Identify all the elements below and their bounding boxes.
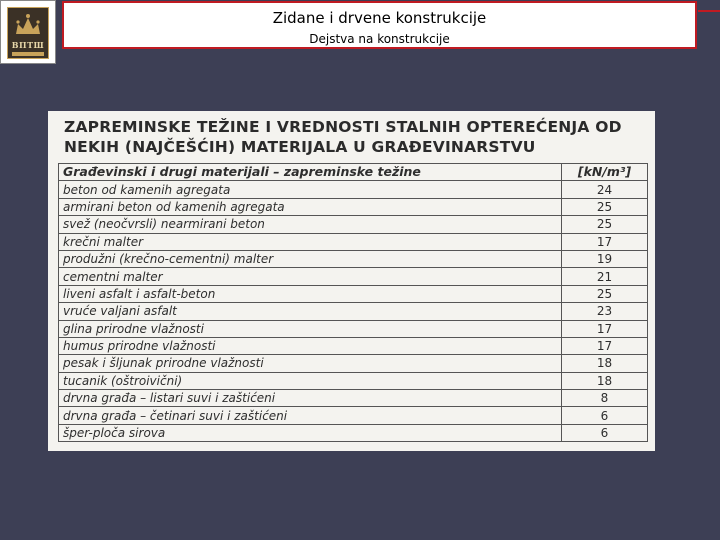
material-name: liveni asfalt i asfalt-beton	[59, 285, 562, 302]
material-name: drvna građa – četinari suvi i zaštićeni	[59, 407, 562, 424]
document-title	[64, 117, 649, 157]
material-name: krečni malter	[59, 233, 562, 250]
table-row	[59, 303, 648, 320]
column-header-material: Građevinski i drugi materijali – zapreminske težine	[59, 164, 562, 181]
material-name: pesak i šljunak prirodne vlažnosti	[59, 355, 562, 372]
logo	[0, 0, 56, 64]
material-name: armirani beton od kamenih agregata	[59, 198, 562, 215]
material-weight: 25	[562, 198, 648, 215]
material-name: beton od kamenih agregata	[59, 181, 562, 198]
table-row	[59, 216, 648, 233]
table-row	[59, 407, 648, 424]
table-row	[59, 337, 648, 354]
material-weight: 18	[562, 355, 648, 372]
material-weight: 8	[562, 390, 648, 407]
table-row	[59, 285, 648, 302]
document-title-line-1: ZAPREMINSKE TEŽINE I VREDNOSTI STALNIH OPTEREĆENJA OD	[64, 118, 622, 136]
logo-text: ВПТШ	[11, 40, 45, 50]
material-weight: 21	[562, 268, 648, 285]
material-name: drvna građa – listari suvi i zaštićeni	[59, 390, 562, 407]
material-name: svež (neočvrsli) nearmirani beton	[59, 216, 562, 233]
slide-header	[62, 1, 697, 49]
column-header-unit: [kN/m³]	[562, 164, 648, 181]
header-rule	[698, 10, 720, 12]
material-weight: 23	[562, 303, 648, 320]
material-weight: 25	[562, 285, 648, 302]
table-row	[59, 390, 648, 407]
material-weight: 6	[562, 407, 648, 424]
table-row	[59, 424, 648, 441]
document-title-line-2: NEKIH (NAJČEŠĆIH) MATERIJALA U GRAĐEVINARSTVU	[64, 138, 536, 156]
table-row	[59, 250, 648, 267]
table-header-row	[59, 164, 648, 181]
material-name: produžni (krečno-cementni) malter	[59, 250, 562, 267]
material-name: šper-ploča sirova	[59, 424, 562, 441]
material-weight: 18	[562, 372, 648, 389]
crown-icon	[8, 10, 48, 40]
table-row	[59, 268, 648, 285]
table-row	[59, 372, 648, 389]
slide-subtitle: Dejstva na konstrukcije	[309, 32, 450, 46]
material-weight: 24	[562, 181, 648, 198]
material-weight: 17	[562, 320, 648, 337]
table-row	[59, 233, 648, 250]
logo-emblem	[7, 7, 49, 59]
document-image	[48, 111, 655, 451]
table-row	[59, 198, 648, 215]
material-weight: 17	[562, 337, 648, 354]
material-name: tucanik (oštroivični)	[59, 372, 562, 389]
material-name: humus prirodne vlažnosti	[59, 337, 562, 354]
logo-bar	[12, 52, 44, 56]
material-name: glina prirodne vlažnosti	[59, 320, 562, 337]
material-name: vruće valjani asfalt	[59, 303, 562, 320]
table-row	[59, 320, 648, 337]
table-row	[59, 355, 648, 372]
table-row	[59, 181, 648, 198]
material-weight: 19	[562, 250, 648, 267]
materials-table	[58, 163, 648, 442]
slide-title: Zidane i drvene konstrukcije	[272, 9, 487, 27]
material-weight: 25	[562, 216, 648, 233]
material-weight: 17	[562, 233, 648, 250]
material-weight: 6	[562, 424, 648, 441]
material-name: cementni malter	[59, 268, 562, 285]
